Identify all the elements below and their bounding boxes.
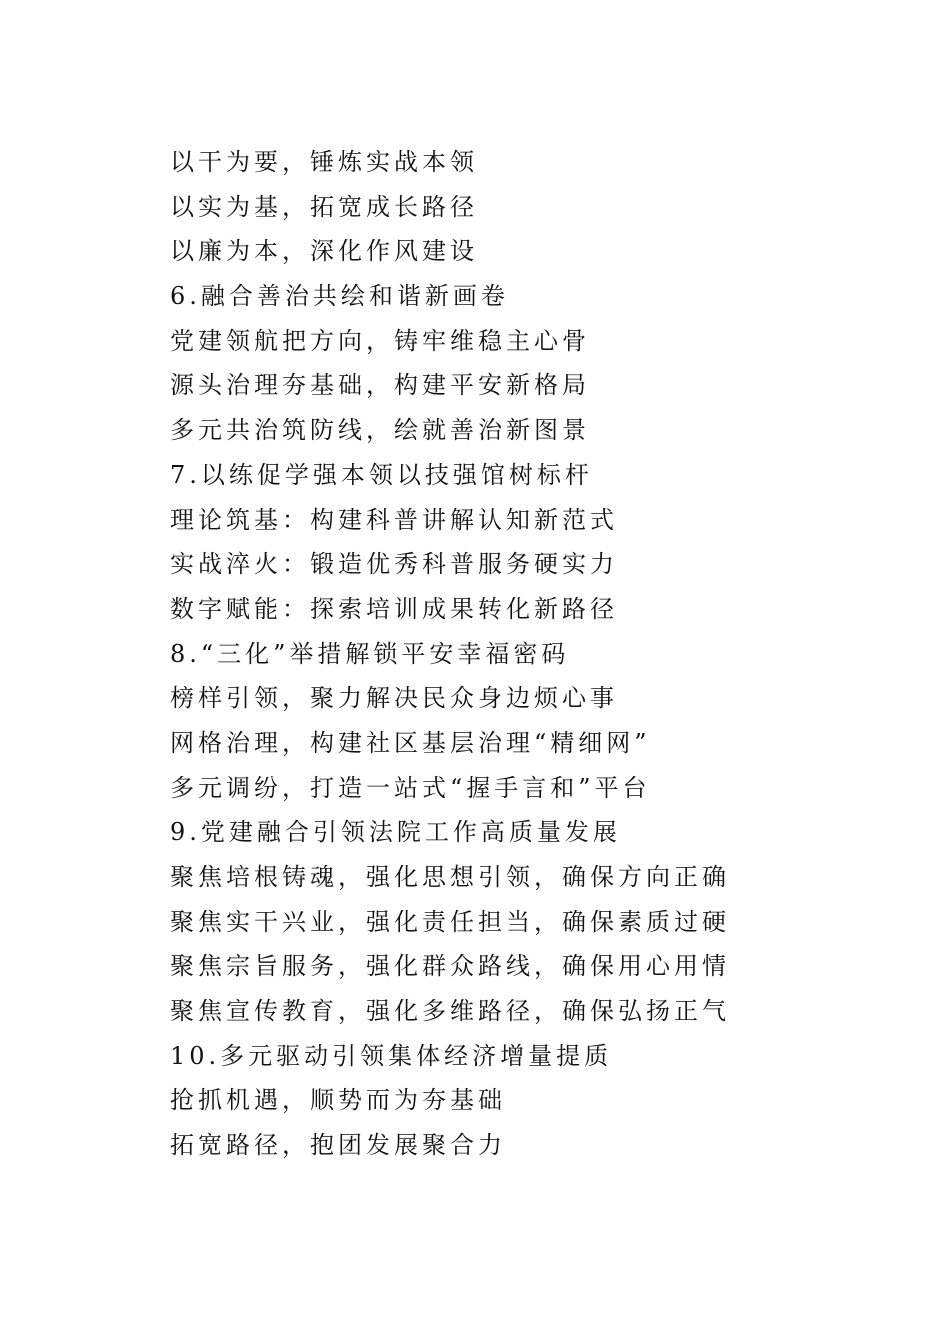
text-line: 理论筑基：构建科普讲解认知新范式 — [170, 505, 618, 534]
text-line: 聚焦宣传教育，强化多维路径，确保弘扬正气 — [170, 997, 730, 1026]
text-line: 以廉为本，深化作风建设 — [170, 237, 478, 266]
text-line: 数字赋能：探索培训成果转化新路径 — [170, 594, 618, 623]
section-heading: 7.以练促学强本领以技强馆树标杆 — [170, 460, 593, 489]
text-line: 拓宽路径，抱团发展聚合力 — [170, 1131, 506, 1160]
text-line: 聚焦实干兴业，强化责任担当，确保素质过硬 — [170, 907, 730, 936]
section-heading: 8.“三化”举措解锁平安幸福密码 — [170, 639, 570, 668]
text-line: 源头治理夯基础，构建平安新格局 — [170, 371, 590, 400]
text-line: 聚焦培根铸魂，强化思想引领，确保方向正确 — [170, 863, 730, 891]
text-line: 多元共治筑防线，绘就善治新图景 — [170, 416, 590, 445]
document-body — [170, 140, 910, 1168]
text-line: 榜样引领，聚力解决民众身边烦心事 — [170, 684, 618, 713]
text-line: 多元调纷，打造一站式“握手言和”平台 — [170, 773, 651, 802]
text-line: 实战淬火：锻造优秀科普服务硬实力 — [170, 550, 618, 579]
text-line: 聚焦宗旨服务，强化群众路线，确保用心用情 — [170, 952, 730, 981]
text-line: 以干为要，锤炼实战本领 — [170, 148, 478, 176]
section-heading: 9.党建融合引领法院工作高质量发展 — [170, 818, 621, 847]
section-heading: 6.融合善治共绘和谐新画卷 — [170, 282, 509, 311]
text-line: 网格治理，构建社区基层治理“精细网” — [170, 728, 651, 757]
text-line: 以实为基，拓宽成长路径 — [170, 192, 478, 221]
section-heading: 10.多元驱动引领集体经济增量提质 — [170, 1041, 613, 1070]
text-line: 抢抓机遇，顺势而为夯基础 — [170, 1086, 506, 1115]
text-line: 党建领航把方向，铸牢维稳主心骨 — [170, 326, 590, 355]
